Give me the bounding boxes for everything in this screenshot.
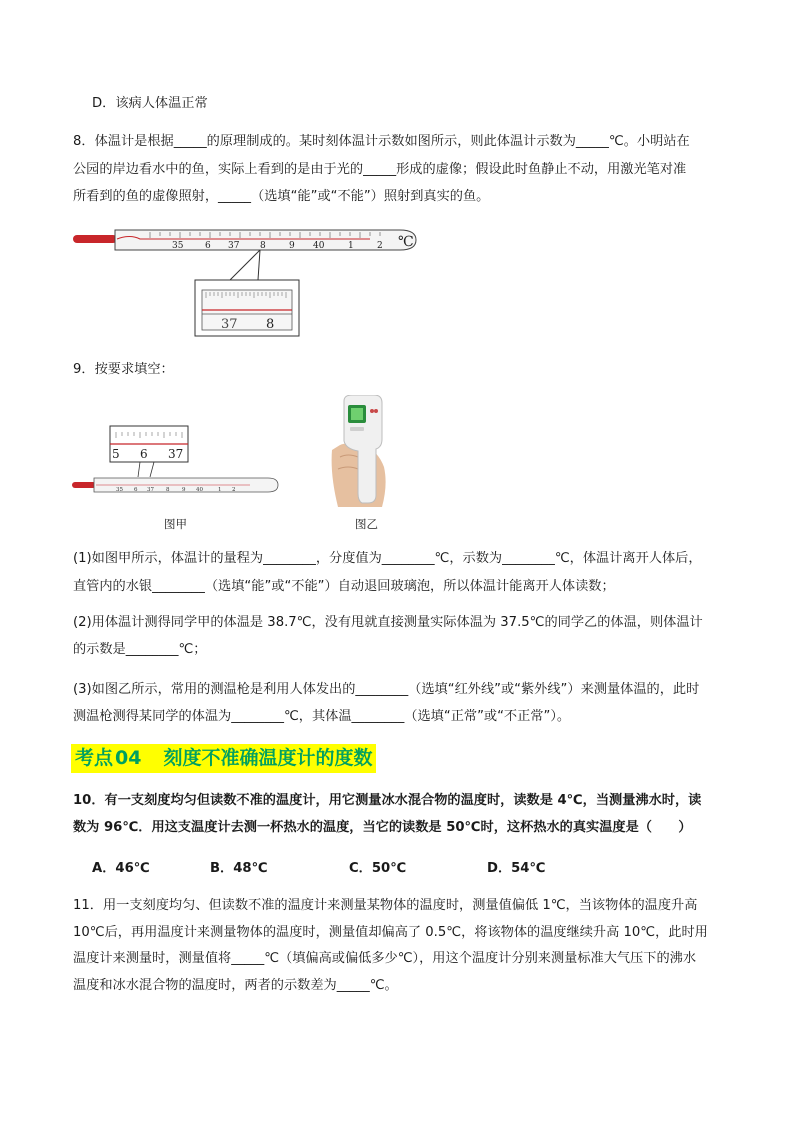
section-prefix: 考点 (75, 747, 114, 769)
q8-tick-37: 37 (228, 241, 240, 251)
q9-tick-37: 37 (147, 487, 154, 493)
q8-zoom-label-37: 37 (221, 317, 238, 332)
q9-figure-a (70, 420, 282, 500)
q8-zoom-label-8: 8 (266, 317, 275, 332)
q9-tick-8: 8 (166, 487, 170, 493)
q9-title: 9．按要求填空： (73, 362, 174, 377)
q9-part3-line-1: (3)如图乙所示，常用的测温枪是利用人体发出的________（选填“红外线”或“紫外线”）来测量体温的，此时 (73, 682, 700, 697)
q11-line-4: 温度和冰水混合物的温度时，两者的示数差为_____℃。 (73, 978, 398, 993)
q10-line-2: 数为 96℃．用这支温度计去测一杯热水的温度，当它的读数是 50℃时，这杯热水的真实温度是（ ） (73, 820, 692, 835)
q9-part1-line-1: (1)如图甲所示，体温计的量程为________，分度值为________℃，示数为________℃，体温计离开人体后， (73, 551, 702, 566)
q9-zoom-label-37: 37 (168, 447, 184, 461)
section-number: 04 (115, 747, 142, 769)
q8-thermometer-bulb (73, 235, 117, 243)
q10-option-c: C．50℃ (349, 861, 407, 876)
q9-tick-9: 9 (182, 487, 186, 493)
q9-tick-1: 1 (218, 487, 222, 493)
q8-tick-40: 40 (313, 241, 325, 251)
q8-tick-2: 2 (377, 241, 383, 251)
q8-line-1: 8．体温计是根据_____的原理制成的。某时刻体温计示数如图所示，则此体温计示数为_____℃。小明站在 (73, 134, 690, 149)
q10-option-b: B．48℃ (210, 861, 268, 876)
section-heading (71, 744, 376, 773)
q9-tick-6: 6 (134, 487, 138, 493)
q9-part1-line-2: 直管内的水银________（选填“能”或“不能”）自动退回玻璃泡，所以体温计能离开人体读数； (73, 579, 615, 594)
q9-tick-40: 40 (196, 487, 203, 493)
q9-tick-2: 2 (232, 487, 236, 493)
q9-part3-line-2: 测温枪测得某同学的体温为________℃，其体温________（选填“正常”或“不正常”）。 (73, 709, 571, 724)
q9-part2-line-1: (2)用体温计测得同学甲的体温是 38.7℃，没有甩就直接测量实际体温为 37.5℃的同学乙的体温，则体温计 (73, 615, 703, 630)
q10-option-a: A．46℃ (92, 861, 150, 876)
q9-caption-a: 图甲 (164, 517, 187, 531)
q11-line-3: 温度计来测量时，测量值将_____℃（填偏高或偏低多少℃），用这个温度计分别来测量标准大气压下的沸水 (73, 951, 697, 966)
q9-thermometer-bulb (72, 482, 96, 488)
q8-tick-35: 35 (172, 241, 184, 251)
q9-tick-35: 35 (116, 487, 123, 493)
q10-option-d: D．54℃ (487, 861, 546, 876)
q8-tick-8: 8 (260, 241, 266, 251)
q8-tick-9: 9 (289, 241, 295, 251)
q9-part2-line-2: 的示数是________℃； (73, 642, 207, 657)
section-title: 刻度不准确温度计的度数 (163, 747, 373, 769)
q8-line-3: 所看到的鱼的虚像照射，_____（选填“能”或“不能”）照射到真实的鱼。 (73, 189, 490, 204)
q11-line-2: 10℃后，再用温度计来测量物体的温度时，测量值却偏高了 0.5℃，将该物体的温度继续升高 10℃，此时用 (73, 925, 708, 940)
q8-thermometer-figure (70, 222, 422, 342)
q9-zoom-label-6: 6 (140, 447, 148, 461)
q8-unit-label: ℃ (398, 234, 414, 250)
q9-caption-b: 图乙 (355, 517, 378, 531)
q9-figure-b (330, 395, 390, 507)
q8-line-2: 公园的岸边看水中的鱼，实际上看到的是由于光的_____形成的虚像；假设此时鱼静止不动，用激光笔对准 (73, 162, 687, 177)
q8-tick-6: 6 (205, 241, 211, 251)
q10-line-1: 10．有一支刻度均匀但读数不准的温度计，用它测量冰水混合物的温度时，读数是 4℃，当测量沸水时，读 (73, 793, 702, 808)
q8-tick-1: 1 (348, 241, 354, 251)
q11-line-1: 11．用一支刻度均匀、但读数不准的温度计来测量某物体的温度时，测量值偏低 1℃，当该物体的温度升高 (73, 898, 698, 913)
q9-zoom-label-5: 5 (112, 447, 120, 461)
q7-option-d: D．该病人体温正常 (92, 96, 208, 111)
